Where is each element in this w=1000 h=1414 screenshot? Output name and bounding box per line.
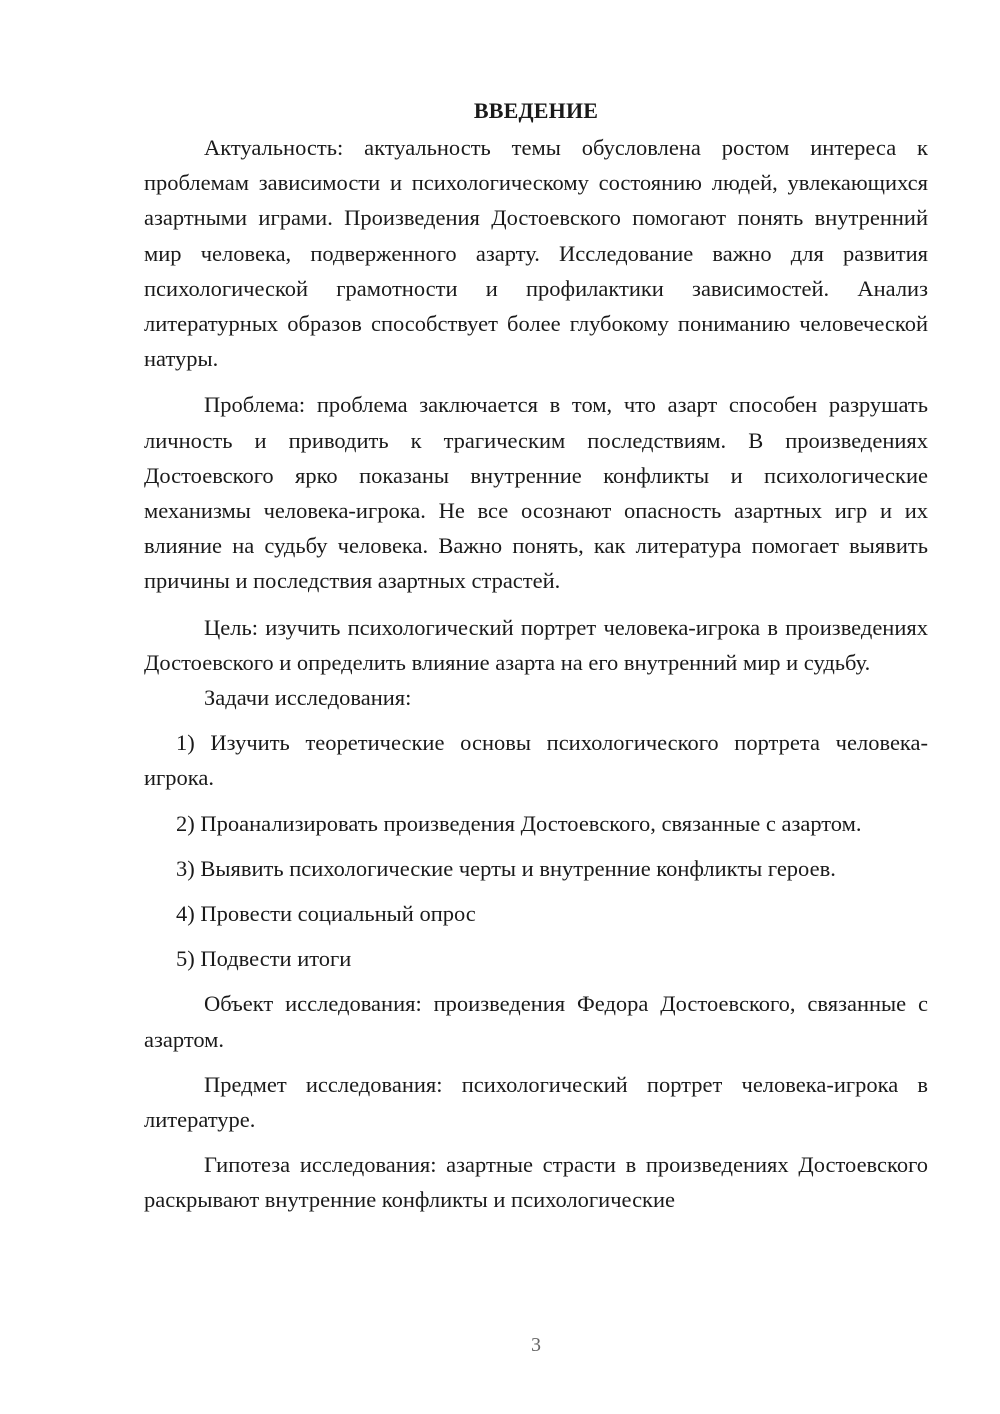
page-title: ВВЕДЕНИЕ [473, 98, 599, 123]
tasks-heading: Задачи исследования: [204, 685, 412, 711]
task-item-4: 4) Провести социальный опрос [176, 901, 476, 927]
document-page [144, 96, 928, 1218]
hypothesis-paragraph: Гипотеза исследования: азартные страсти в произведениях Достоевского раскрывают внутренние конфликты и психологические [144, 1152, 928, 1213]
task-item-3: 3) Выявить психологические черты и внутренние конфликты героев. [176, 855, 836, 881]
problem-paragraph: Проблема: проблема заключается в том, что азарт способен разрушать личность и приводить к трагическим последствиям. В произведениях Достоевского ярко показаны внутренние конфликты и психологические механизмы человека-игрока. Не все осознают опасность азартных игр и их влияние на судьбу человека. Важно понять, как литература помогает выявить причины и последствия азартных страстей. [144, 392, 928, 594]
goal-paragraph: Цель: изучить психологический портрет человека-игрока в произведениях Достоевского и определить влияние азарта на его внутренний мир и судьбу. [144, 614, 928, 675]
page-number: 3 [531, 1334, 541, 1356]
relevance-paragraph: Актуальность: актуальность темы обусловлена ростом интереса к проблемам зависимости и психологическому состоянию людей, увлекающихся азартными играми. Произведения Достоевского помогают понять внутренний мир человека, подверженного азарту. Исследование важно для развития психологической грамотности и профилактики зависимостей. Анализ литературных образов способствует более глубокому пониманию человеческой натуры. [144, 135, 928, 372]
task-item-5: 5) Подвести итоги [176, 946, 352, 972]
task-item-2: 2) Проанализировать произведения Достоевского, связанные с азартом. [176, 810, 862, 836]
object-paragraph: Объект исследования: произведения Федора Достоевского, связанные с азартом. [144, 991, 928, 1052]
subject-paragraph: Предмет исследования: психологический портрет человека-игрока в литературе. [144, 1071, 928, 1133]
task-item-1: 1) Изучить теоретические основы психологического портрета человека-игрока. [144, 730, 928, 791]
